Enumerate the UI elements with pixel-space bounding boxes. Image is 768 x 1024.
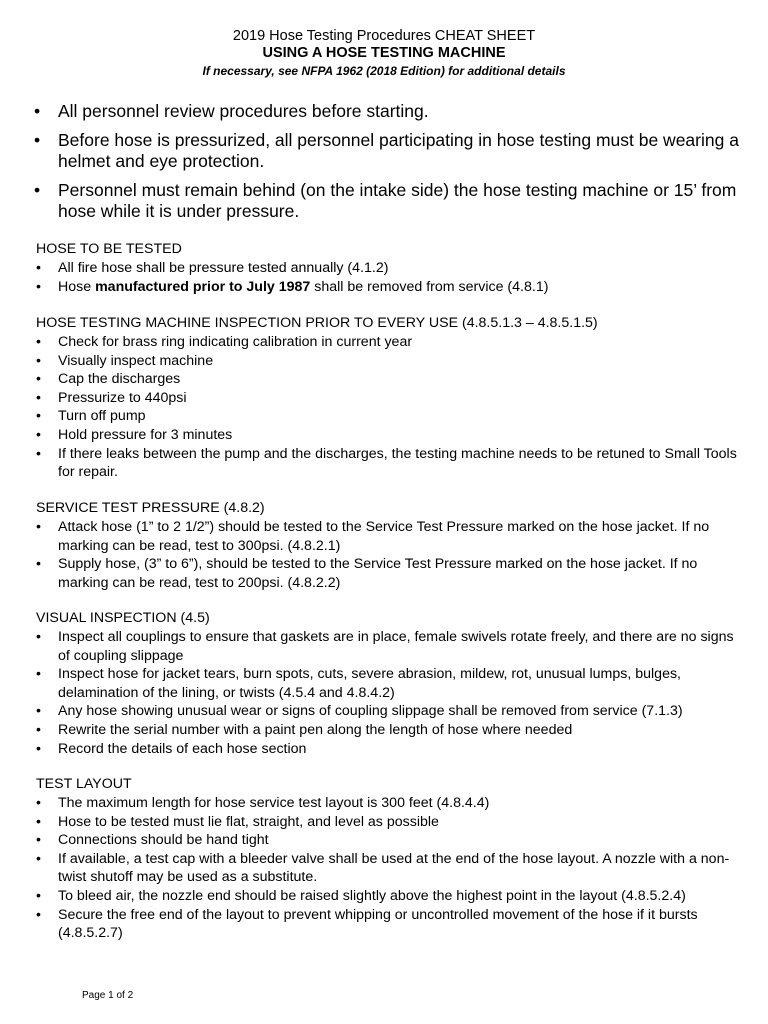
list-item: • Attack hose (1” to 2 1/2”) should be tested to the Service Test Pressure marked on the hose jacket. If no marking can be read, test to 300psi. (4.8.2.1) [36, 518, 746, 555]
list-item: • All fire hose shall be pressure tested annually (4.1.2) [36, 259, 746, 278]
list-item: • Hold pressure for 3 minutes [36, 426, 746, 445]
section-heading: SERVICE TEST PRESSURE (4.8.2) [36, 500, 265, 516]
list-item: • Hose to be tested must lie flat, straight, and level as possible [36, 813, 746, 832]
section-heading: HOSE TO BE TESTED [36, 241, 182, 257]
list-item: • The maximum length for hose service test layout is 300 feet (4.8.4.4) [36, 794, 746, 813]
document-title: 2019 Hose Testing Procedures CHEAT SHEET [232, 28, 536, 44]
section-visual-inspection [36, 609, 746, 758]
list-item: • Cap the discharges [36, 370, 746, 389]
list-item: • Turn off pump [36, 407, 746, 426]
list-item: • Check for brass ring indicating calibration in current year [36, 333, 746, 352]
section-heading: HOSE TESTING MACHINE INSPECTION PRIOR TO EVERY USE (4.8.5.1.3 – 4.8.5.1.5) [36, 315, 598, 331]
list-item: • Secure the free end of the layout to prevent whipping or uncontrolled movement of the hose if it bursts (4.8.5.2.7) [36, 906, 746, 943]
section-hose-to-be-tested [36, 240, 746, 296]
intro-item: • All personnel review procedures before starting. [34, 101, 744, 122]
list-item: • Inspect hose for jacket tears, burn spots, cuts, severe abrasion, mildew, rot, unusual lumps, bulges, delamination of the lining, or twists (4.5.4 and 4.8.4.2) [36, 665, 746, 702]
list-item: • Pressurize to 440psi [36, 389, 746, 408]
page-number: Page 1 of 2 [82, 990, 134, 1001]
list-item: • Rewrite the serial number with a paint pen along the length of hose where needed [36, 721, 746, 740]
list-item: • Hose manufactured prior to July 1987 shall be removed from service (4.8.1) [36, 278, 746, 297]
section-machine-inspection [36, 314, 746, 482]
reference-note: If necessary, see NFPA 1962 (2018 Edition) for additional details [202, 64, 566, 78]
list-item: • Supply hose, (3” to 6”), should be tested to the Service Test Pressure marked on the hose jacket. If no marking can be read, test to 200psi. (4.8.2.2) [36, 555, 746, 592]
document-subtitle: USING A HOSE TESTING MACHINE [262, 45, 506, 61]
section-service-test-pressure [36, 499, 746, 592]
list-item: • To bleed air, the nozzle end should be raised slightly above the highest point in the layout (4.8.5.2.4) [36, 887, 746, 906]
list-item: • Connections should be hand tight [36, 831, 746, 850]
list-item: • Record the details of each hose section [36, 740, 746, 759]
intro-item: • Before hose is pressurized, all personnel participating in hose testing must be wearing a helmet and eye protection. [34, 130, 744, 172]
list-item: • If available, a test cap with a bleeder valve shall be used at the end of the hose layout. A nozzle with a non-twist shutoff may be used as a substitute. [36, 850, 746, 887]
section-heading: VISUAL INSPECTION (4.5) [36, 610, 210, 626]
section-heading: TEST LAYOUT [36, 776, 132, 792]
list-item: • If there leaks between the pump and the discharges, the testing machine needs to be retuned to Small Tools for repair. [36, 445, 746, 482]
list-item: • Visually inspect machine [36, 352, 746, 371]
intro-list [34, 101, 744, 230]
intro-item: • Personnel must remain behind (on the intake side) the hose testing machine or 15’ from hose while it is under pressure. [34, 180, 744, 222]
list-item: • Inspect all couplings to ensure that gaskets are in place, female swivels rotate freely, and there are no signs of coupling slippage [36, 628, 746, 665]
section-test-layout [36, 775, 746, 943]
list-item: • Any hose showing unusual wear or signs of coupling slippage shall be removed from service (7.1.3) [36, 702, 746, 721]
